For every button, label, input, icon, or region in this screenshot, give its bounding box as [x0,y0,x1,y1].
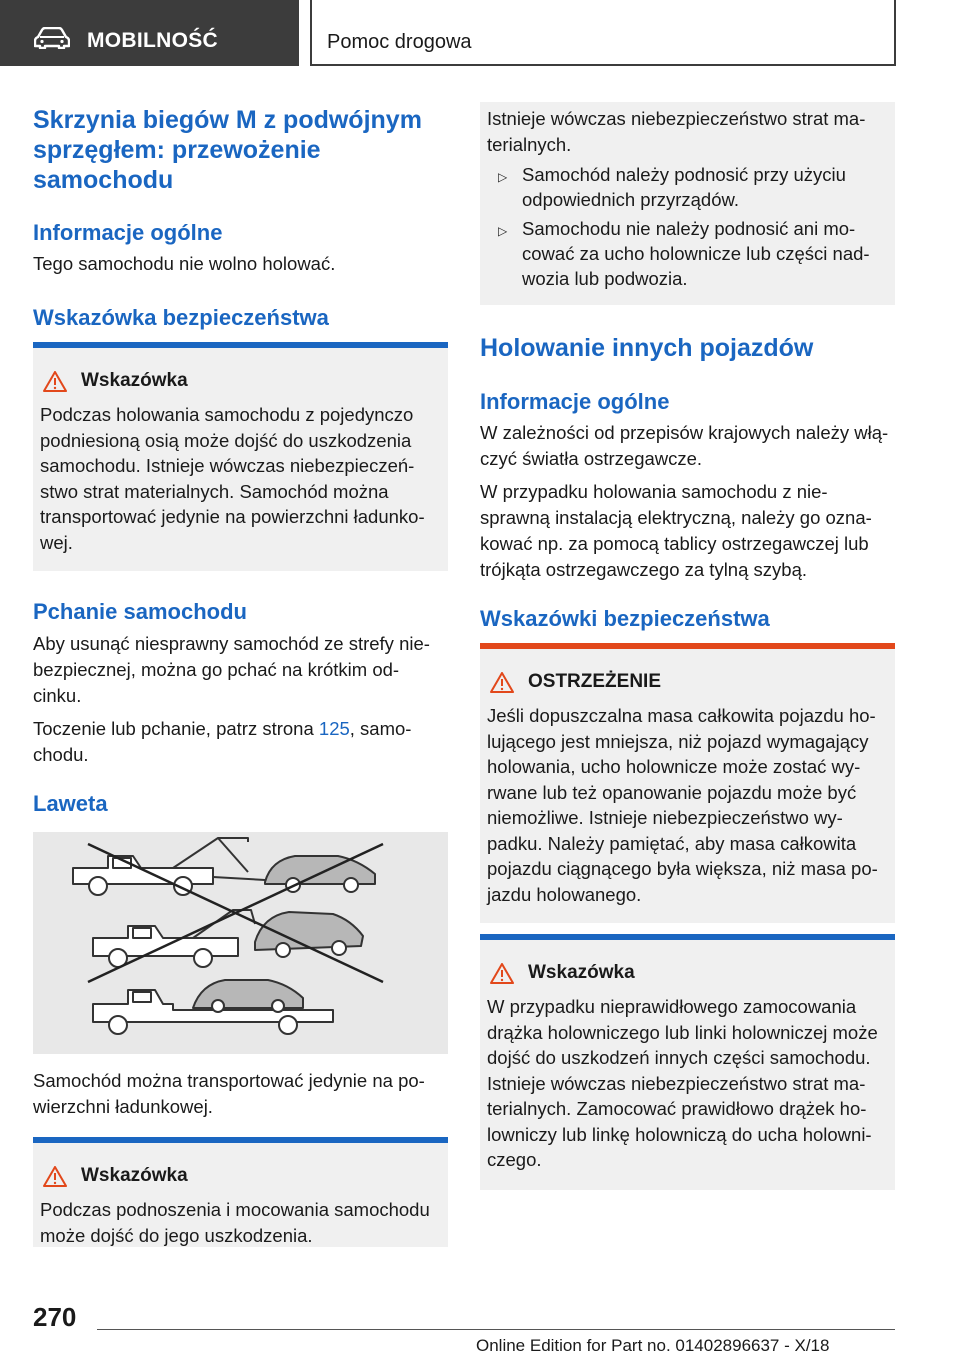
note-text [40,402,425,555]
section-heading-line: Skrzynia biegów M z podwójnym [33,106,422,134]
warning-line: jazdu holowanego. [487,883,642,905]
note-line: samochodu. Istnieje wówczas niebezpieczeń- [40,455,415,476]
general-line: kować np. za pomocą tablicy ostrzegawczej lub [480,533,869,554]
general-text-2 [480,479,872,583]
note-line: W przypadku nieprawidłowego zamocowania [487,996,857,1017]
push-line: Aby usunąć niesprawny samochód ze strefy nie- [33,633,430,654]
general-line: W przypadku holowania samochodu z nie- [480,481,828,502]
note-text [40,1197,430,1248]
note-bar [480,934,895,940]
general-heading: Informacje ogólne [480,389,670,414]
warning-text [487,703,878,907]
note-line: może dojść do jego uszkodzenia. [40,1224,313,1246]
page-link[interactable]: 125 [318,718,350,739]
note-box [33,1137,448,1247]
note-header [43,370,188,392]
push-ref-text: chodu. [33,744,89,765]
figure-caption [33,1068,425,1120]
warning-line: Jeśli dopuszczalna masa całkowita pojazdu ho- [487,705,876,726]
section-tab-label: MOBILNOŚĆ [87,29,219,52]
note-header [490,962,635,984]
laweta-heading: Laweta [33,791,108,816]
note-line: dojść do uszkodzeń innych części samochodu. [487,1047,871,1068]
footer-divider [97,1329,895,1330]
warning-header [490,671,661,693]
warning-triangle-icon [43,1166,67,1187]
chapter-title-box [310,0,896,66]
section-heading [33,105,422,195]
general-text [480,420,888,472]
bullet-line: Samochodu nie należy podnosić ani mo- [522,218,856,239]
general-line: czyć światła ostrzegawcze. [480,448,703,469]
note-bar [33,1137,448,1143]
bullet-line: wozia lub podwozia. [522,268,688,289]
bullet-line: odpowiednich przyrządów. [522,189,739,210]
warning-triangle-icon [490,672,514,693]
note-bar [33,342,448,348]
caption-line: wierzchni ładunkowej. [33,1096,213,1117]
push-ref-text: , samo- [349,718,412,739]
note-line: lowniczy lub linkę holowniczą do ucha holowni- [487,1123,872,1145]
note-text [487,994,878,1173]
bullet-line: Samochód należy podnosić przy użyciu [522,164,846,185]
warning-line: holowania, ucho holownicze może zostać wy- [487,756,861,777]
note-line: Istnieje wówczas niebezpieczeństwo strat ma- [487,108,866,129]
note-box [480,934,895,1190]
warning-bar [480,643,895,649]
note-title: Wskazówka [81,1165,188,1186]
note-title: Wskazówka [528,962,635,983]
note-title: Wskazówka [81,370,188,391]
note-line: podniesioną osią może dojść do uszkodzenia [40,429,412,451]
note-line: Podczas holowania samochodu z pojedynczo [40,404,414,425]
push-ref-text: Toczenie lub pchanie, patrz strona [33,718,319,739]
push-text [33,631,430,709]
note-line: terialnych. Zamocować prawidłowo drążek ho- [487,1098,867,1119]
general-line: trójkąta ostrzegawczego za tylną szybą. [480,559,807,580]
warning-line: padku. Należy pamiętać, aby masa całkowita [487,832,857,854]
section-tab [0,0,299,66]
warning-line: rwane lub też opanowanie pojazdu może być [487,781,857,803]
warning-line: niemożliwe. Istnieje niebezpieczeństwo wy- [487,807,843,828]
note-line: Podczas podnoszenia i mocowania samochodu [40,1199,430,1220]
section-heading-line: samochodu [33,166,174,194]
bullet-item [498,216,888,291]
safety-heading: Wskazówka bezpieczeństwa [33,305,329,330]
page-number: 270 [33,1302,77,1332]
note-line: wej. [40,531,73,553]
bullet-item [498,162,888,212]
tow-truck-illustration [33,832,448,1054]
note-header [43,1165,188,1187]
warning-line: lującego jest mniejsza, niż pojazd wymagający [487,730,869,752]
general-heading: Informacje ogólne [33,220,223,245]
caption-line: Samochód można transportować jedynie na po- [33,1070,425,1091]
general-line: W zależności od przepisów krajowych należy włą- [480,422,889,443]
bullet-triangle-icon: ▷ [498,224,508,238]
section-heading-line: sprzęgłem: przewożenie [33,136,321,164]
push-line: bezpiecznej, można go pchać na krótkim od- [33,659,400,680]
note-line: stwo strat materialnych. Samochód można [40,480,389,502]
note-continuation-box [480,102,895,305]
note-text [487,106,865,157]
note-line: Istnieje wówczas niebezpieczeństwo strat ma- [487,1072,866,1094]
page-header [0,0,960,66]
general-text: Tego samochodu nie wolno holować. [33,253,336,274]
edition-text: Online Edition for Part no. 01402896637 - X/18 [476,1336,830,1355]
warning-triangle-icon [43,371,67,392]
push-heading: Pchanie samochodu [33,599,247,624]
warning-box [480,643,895,923]
note-line: drążka holowniczego lub linki holowniczej może [487,1021,878,1043]
warning-title: OSTRZEŻENIE [528,671,662,692]
tow-truck-drawing [33,832,448,1054]
chapter-title: Pomoc drogowa [327,31,472,53]
general-line: sprawną instalacją elektryczną, należy go ozna- [480,507,872,528]
safety-heading: Wskazówki bezpieczeństwa [480,606,770,631]
note-line: czego. [487,1149,542,1170]
car-icon [34,27,70,49]
bullet-triangle-icon: ▷ [498,170,508,184]
note-box [33,342,448,571]
push-line: cinku. [33,685,82,706]
note-line: transportować jedynie na powierzchni ładunko- [40,506,425,527]
section-heading: Holowanie innych pojazdów [480,334,814,362]
warning-line: pojazdu ciągnącego była większa, niż masa po- [487,858,878,879]
bullet-line: cować za ucho holownicze lub części nad- [522,243,870,264]
push-reference [33,716,411,768]
note-line: terialnych. [487,133,572,155]
warning-triangle-icon [490,963,514,984]
